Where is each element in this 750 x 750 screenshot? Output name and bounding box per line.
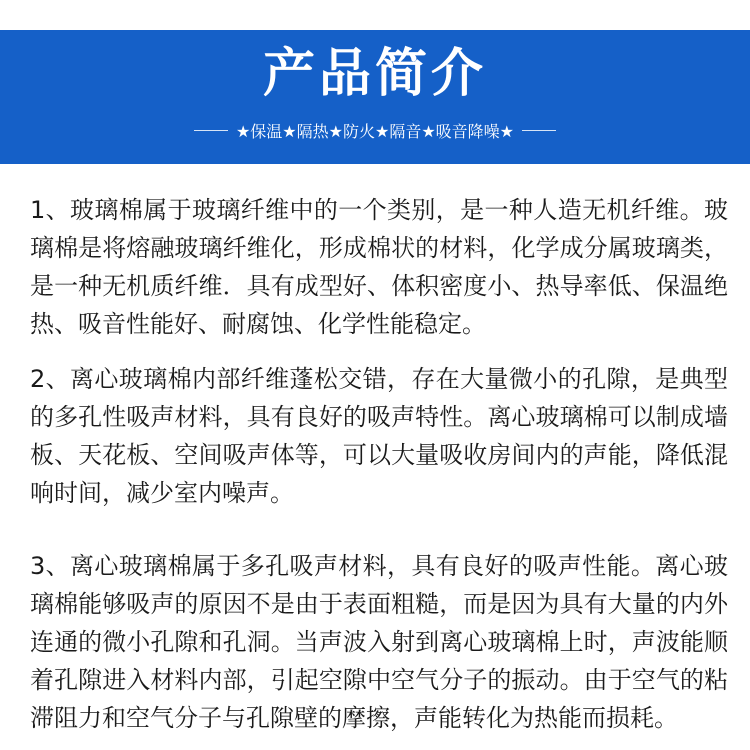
feature-tagline: ★保温★隔热★防火★隔音★吸音降噪★ bbox=[235, 121, 515, 141]
paragraph-sound-absorption-mechanism: 3、离心玻璃棉属于多孔吸声材料，具有良好的吸声性能。离心玻璃棉能够吸声的原因不是由于表面粗糙，而是因为具有大量的内外连通的微小孔隙和孔洞。当声波入射到离心玻璃棉上时，声波能顺着孔隙进入材料内部，引起空隙中空气分子的振动。由于空气的粘滞阻力和空气分子与孔隙壁的摩擦，声能转化为热能而损耗。 bbox=[30, 552, 728, 732]
right-divider bbox=[522, 130, 556, 131]
subtitle-row bbox=[0, 118, 750, 142]
left-divider bbox=[194, 130, 228, 131]
paragraph-sound-absorption-structure: 2、离心玻璃棉内部纤维蓬松交错，存在大量微小的孔隙，是典型的多孔性吸声材料，具有良好的吸声特性。离心玻璃棉可以制成墙板、天花板、空间吸声体等，可以大量吸收房间内的声能，降低混响时间，减少室内噪声。 bbox=[30, 365, 728, 507]
paragraph-glass-wool-definition: 1、玻璃棉属于玻璃纤维中的一个类别，是一种人造无机纤维。玻璃棉是将熔融玻璃纤维化，形成棉状的材料，化学成分属玻璃类，是一种无机质纤维．具有成型好、体积密度小、热导率低、保温绝热、吸音性能好、耐腐蚀、化学性能稳定。 bbox=[30, 196, 728, 338]
page-title: 产品简介 bbox=[262, 44, 487, 104]
